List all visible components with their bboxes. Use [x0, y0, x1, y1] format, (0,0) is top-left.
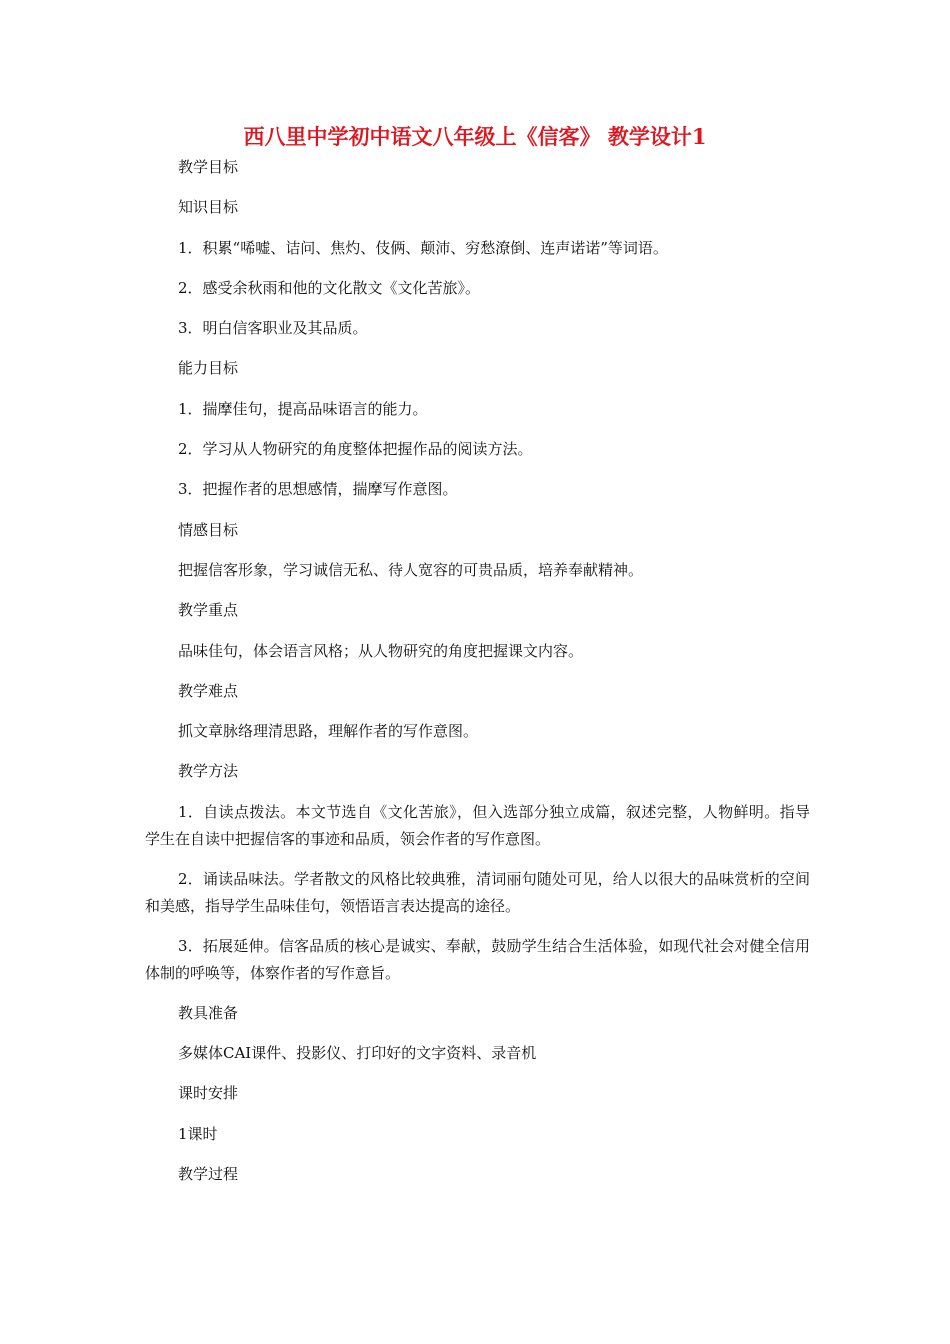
materials-text: 多媒体CAI课件、投影仪、打印好的文字资料、录音机 — [178, 1044, 537, 1063]
ability-goal-2: 2．学习从人物研究的角度整体把握作品的阅读方法。 — [178, 440, 533, 459]
heading-process: 教学过程 — [178, 1164, 239, 1183]
ability-goal-3: 3．把握作者的思想感情，揣摩写作意图。 — [178, 480, 458, 499]
knowledge-goal-2: 2．感受余秋雨和他的文化散文《文化苦旅》。 — [178, 278, 481, 297]
document-title: 西八里中学初中语文八年级上《信客》 教学设计1 — [243, 124, 707, 149]
key-points-text: 品味佳句，体会语言风格；从人物研究的角度把握课文内容。 — [178, 641, 584, 660]
heading-emotion-goals: 情感目标 — [178, 520, 239, 539]
ability-goal-1: 1．揣摩佳句，提高品味语言的能力。 — [178, 399, 428, 418]
heading-methods: 教学方法 — [178, 762, 239, 781]
heading-key-points: 教学重点 — [178, 601, 239, 620]
emotion-goal: 把握信客形象，学习诚信无私、待人宽容的可贵品质，培养奉献精神。 — [178, 560, 644, 579]
knowledge-goal-1: 1．积累“唏嘘、诘问、焦灼、伎俩、颠沛、穷愁潦倒、连声诺诺”等词语。 — [178, 238, 668, 257]
heading-schedule: 课时安排 — [178, 1084, 239, 1103]
method-paragraph-1: 1．自读点拨法。本文节选自《文化苦旅》，但入选部分独立成篇，叙述完整，人物鲜明。指导学生在自读中把握信客的事迹和品质，领会作者的写作意图。 — [145, 802, 810, 848]
heading-materials: 教具准备 — [178, 1003, 239, 1022]
heading-difficulties: 教学难点 — [178, 681, 239, 700]
document-body — [145, 154, 810, 1201]
knowledge-goal-3: 3．明白信客职业及其品质。 — [178, 319, 368, 338]
heading-ability-goals: 能力目标 — [178, 359, 239, 378]
heading-teaching-goals: 教学目标 — [178, 158, 239, 176]
schedule-text: 1课时 — [178, 1124, 218, 1143]
method-paragraph-2: 2．诵读品味法。学者散文的风格比较典雅，清词丽句随处可见，给人以很大的品味赏析的空间和美感，指导学生品味佳句，领悟语言表达提高的途径。 — [145, 869, 810, 915]
difficulties-text: 抓文章脉络理清思路，理解作者的写作意图。 — [178, 722, 479, 741]
method-paragraph-3: 3．拓展延伸。信客品质的核心是诚实、奉献，鼓励学生结合生活体验，如现代社会对健全信用体制的呼唤等，体察作者的写作意旨。 — [145, 936, 810, 982]
heading-knowledge-goals: 知识目标 — [178, 198, 239, 217]
